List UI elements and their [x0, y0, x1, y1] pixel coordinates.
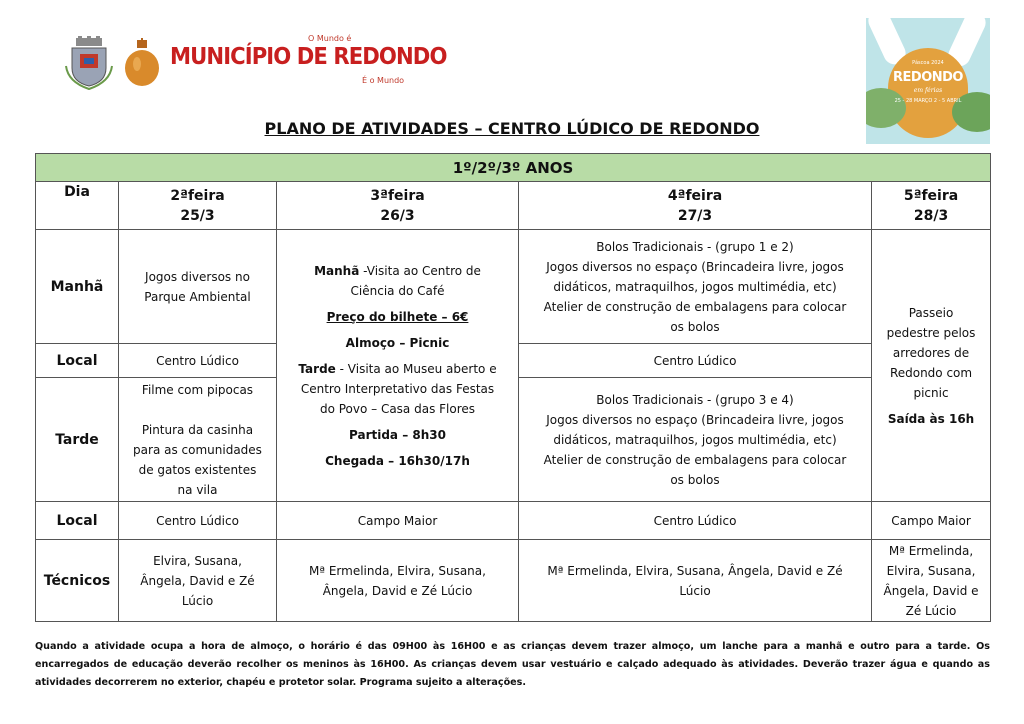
cell-wed-local-pm: Centro Lúdico — [519, 502, 872, 540]
manha-label: Manhã — [314, 263, 360, 278]
coat-of-arms-icon — [62, 36, 116, 90]
cell-mon-tarde — [119, 378, 277, 502]
dia-label: Dia — [64, 184, 90, 200]
column-header-monday — [119, 182, 277, 230]
poster-year: Páscoa 2024 — [912, 60, 944, 66]
text-line: Passeio — [908, 305, 954, 320]
arrival: Chegada – 16h30/17h — [325, 453, 470, 468]
cell-wed-tarde — [519, 378, 872, 502]
column-header-thursday — [872, 182, 991, 230]
logo-wordmark: MUNICÍPIO DE REDONDO — [170, 44, 447, 70]
poster-subtitle: em férias — [913, 87, 943, 94]
page-header — [0, 0, 1024, 120]
text-line: Mª Ermelinda, Elvira, Susana, Ângela, David e Zé — [547, 563, 843, 578]
column-header-wednesday — [519, 182, 872, 230]
text-line: do Povo – Casa das Flores — [319, 401, 476, 416]
logo-tagline-bottom: É o Mundo — [362, 76, 405, 85]
header-row — [36, 182, 991, 230]
weekday: 2ªfeira — [170, 187, 225, 204]
row-label-tecnicos: Técnicos — [36, 540, 119, 622]
cell-mon-tecnicos — [119, 540, 277, 622]
ticket-price: Preço do bilhete – 6€ — [326, 309, 469, 324]
text-line: Ciência do Café — [350, 283, 445, 298]
activity-schedule-table — [35, 153, 991, 622]
grade-band: 1º/2º/3º ANOS — [36, 154, 991, 182]
text-line: os bolos — [670, 319, 720, 334]
weekday: 4ªfeira — [667, 187, 723, 204]
text-line: Lúcio — [181, 593, 214, 608]
text-line: Jogos diversos no — [145, 269, 250, 284]
row-label-manha: Manhã — [36, 230, 119, 344]
text-line: Mª Ermelinda, — [888, 543, 974, 558]
row-manha — [36, 230, 991, 344]
departure-time: Saída às 16h — [887, 411, 975, 426]
cell-tue-local-pm: Campo Maior — [277, 502, 519, 540]
cell-mon-local-am: Centro Lúdico — [119, 344, 277, 378]
row-local-pm — [36, 502, 991, 540]
text-line: Mª Ermelinda, Elvira, Susana, — [309, 563, 486, 578]
document-title: PLANO DE ATIVIDADES – CENTRO LÚDICO DE REDONDO — [264, 119, 760, 138]
text-line: -Visita ao Centro de — [363, 263, 481, 278]
text-line: - Visita ao Museu aberto e — [339, 361, 497, 376]
date: 27/3 — [677, 207, 713, 224]
cell-wed-local-am: Centro Lúdico — [519, 344, 872, 378]
text-line: para as comunidades — [133, 442, 262, 457]
text-line: Redondo com — [889, 365, 973, 380]
weekday: 5ªfeira — [903, 187, 959, 204]
cell-mon-local-pm: Centro Lúdico — [119, 502, 277, 540]
column-header-day — [36, 182, 119, 230]
text-line: Elvira, Susana, — [886, 563, 976, 578]
cell-wed-manha — [519, 230, 872, 344]
weekday: 3ªfeira — [370, 187, 425, 204]
text-line: Pintura da casinha — [141, 422, 254, 437]
cell-mon-manha — [119, 230, 277, 344]
text-line: Ângela, David e — [883, 583, 979, 598]
text-line: arredores de — [892, 345, 970, 360]
cell-tue-tecnicos — [277, 540, 519, 622]
text-line: na vila — [177, 482, 218, 497]
text-line: Elvira, Susana, — [153, 553, 242, 568]
departure: Partida – 8h30 — [349, 427, 446, 442]
footnote: Quando a atividade ocupa a hora de almoço, o horário é das 09H00 às 16H00 e as crianças devem trazer almoço, um lanche para a manhã e outro para a tarde. Os encarregados de educação deverão recolher os meninos às 16H00. As crianças devem usar vestuário e calçado adequado às atividades. Deverão trazer água e quando as atividades decorrerem no exterior, chapéu e protetor solar. Programa sujeito a alterações. — [35, 641, 990, 688]
date: 28/3 — [913, 207, 949, 224]
cell-wed-tecnicos — [519, 540, 872, 622]
text-line: Ângela, David e Zé — [140, 573, 255, 588]
municipality-logo — [170, 34, 447, 94]
clay-pot-icon — [122, 38, 162, 88]
logo-tagline-top: O Mundo é — [308, 34, 352, 43]
text-line: didáticos, matraquilhos, jogos multimédia, etc) — [553, 279, 837, 294]
column-header-tuesday — [277, 182, 519, 230]
text-line: Jogos diversos no espaço (Brincadeira livre, jogos — [546, 259, 844, 274]
tarde-label: Tarde — [298, 361, 336, 376]
row-label-local: Local — [36, 502, 119, 540]
cell-thu-local-pm: Campo Maior — [872, 502, 991, 540]
lunch: Almoço – Picnic — [345, 335, 450, 350]
row-label-tarde: Tarde — [36, 378, 119, 502]
row-tecnicos — [36, 540, 991, 622]
text-line: de gatos existentes — [138, 462, 257, 477]
text-line: didáticos, matraquilhos, jogos multimédia, etc) — [553, 432, 837, 447]
date: 26/3 — [380, 207, 415, 224]
text-line: picnic — [913, 385, 949, 400]
text-line: Bolos Tradicionais - (grupo 1 e 2) — [596, 239, 794, 254]
text-line: Zé Lúcio — [905, 603, 957, 618]
cell-thu-day — [872, 230, 991, 502]
text-line: Centro Interpretativo das Festas — [300, 381, 495, 396]
date: 25/3 — [180, 207, 215, 224]
text-line: pedestre pelos — [886, 325, 976, 340]
poster-title: REDONDO — [893, 70, 963, 85]
row-label-local: Local — [36, 344, 119, 378]
text-line: Atelier de construção de embalagens para colocar — [543, 452, 847, 467]
text-line: Ângela, David e Zé Lúcio — [322, 583, 473, 598]
text-line: Jogos diversos no espaço (Brincadeira livre, jogos — [546, 412, 844, 427]
poster-dates: 25 - 28 MARÇO 2 - 5 ABRIL — [894, 98, 962, 104]
cell-thu-tecnicos — [872, 540, 991, 622]
text-line: Bolos Tradicionais - (grupo 3 e 4) — [596, 392, 794, 407]
text-line: Filme com pipocas — [141, 382, 254, 397]
cell-tue-day — [277, 230, 519, 502]
text-line: os bolos — [670, 472, 720, 487]
text-line: Atelier de construção de embalagens para colocar — [543, 299, 847, 314]
text-line: Lúcio — [679, 583, 711, 598]
text-line: Parque Ambiental — [144, 289, 251, 304]
